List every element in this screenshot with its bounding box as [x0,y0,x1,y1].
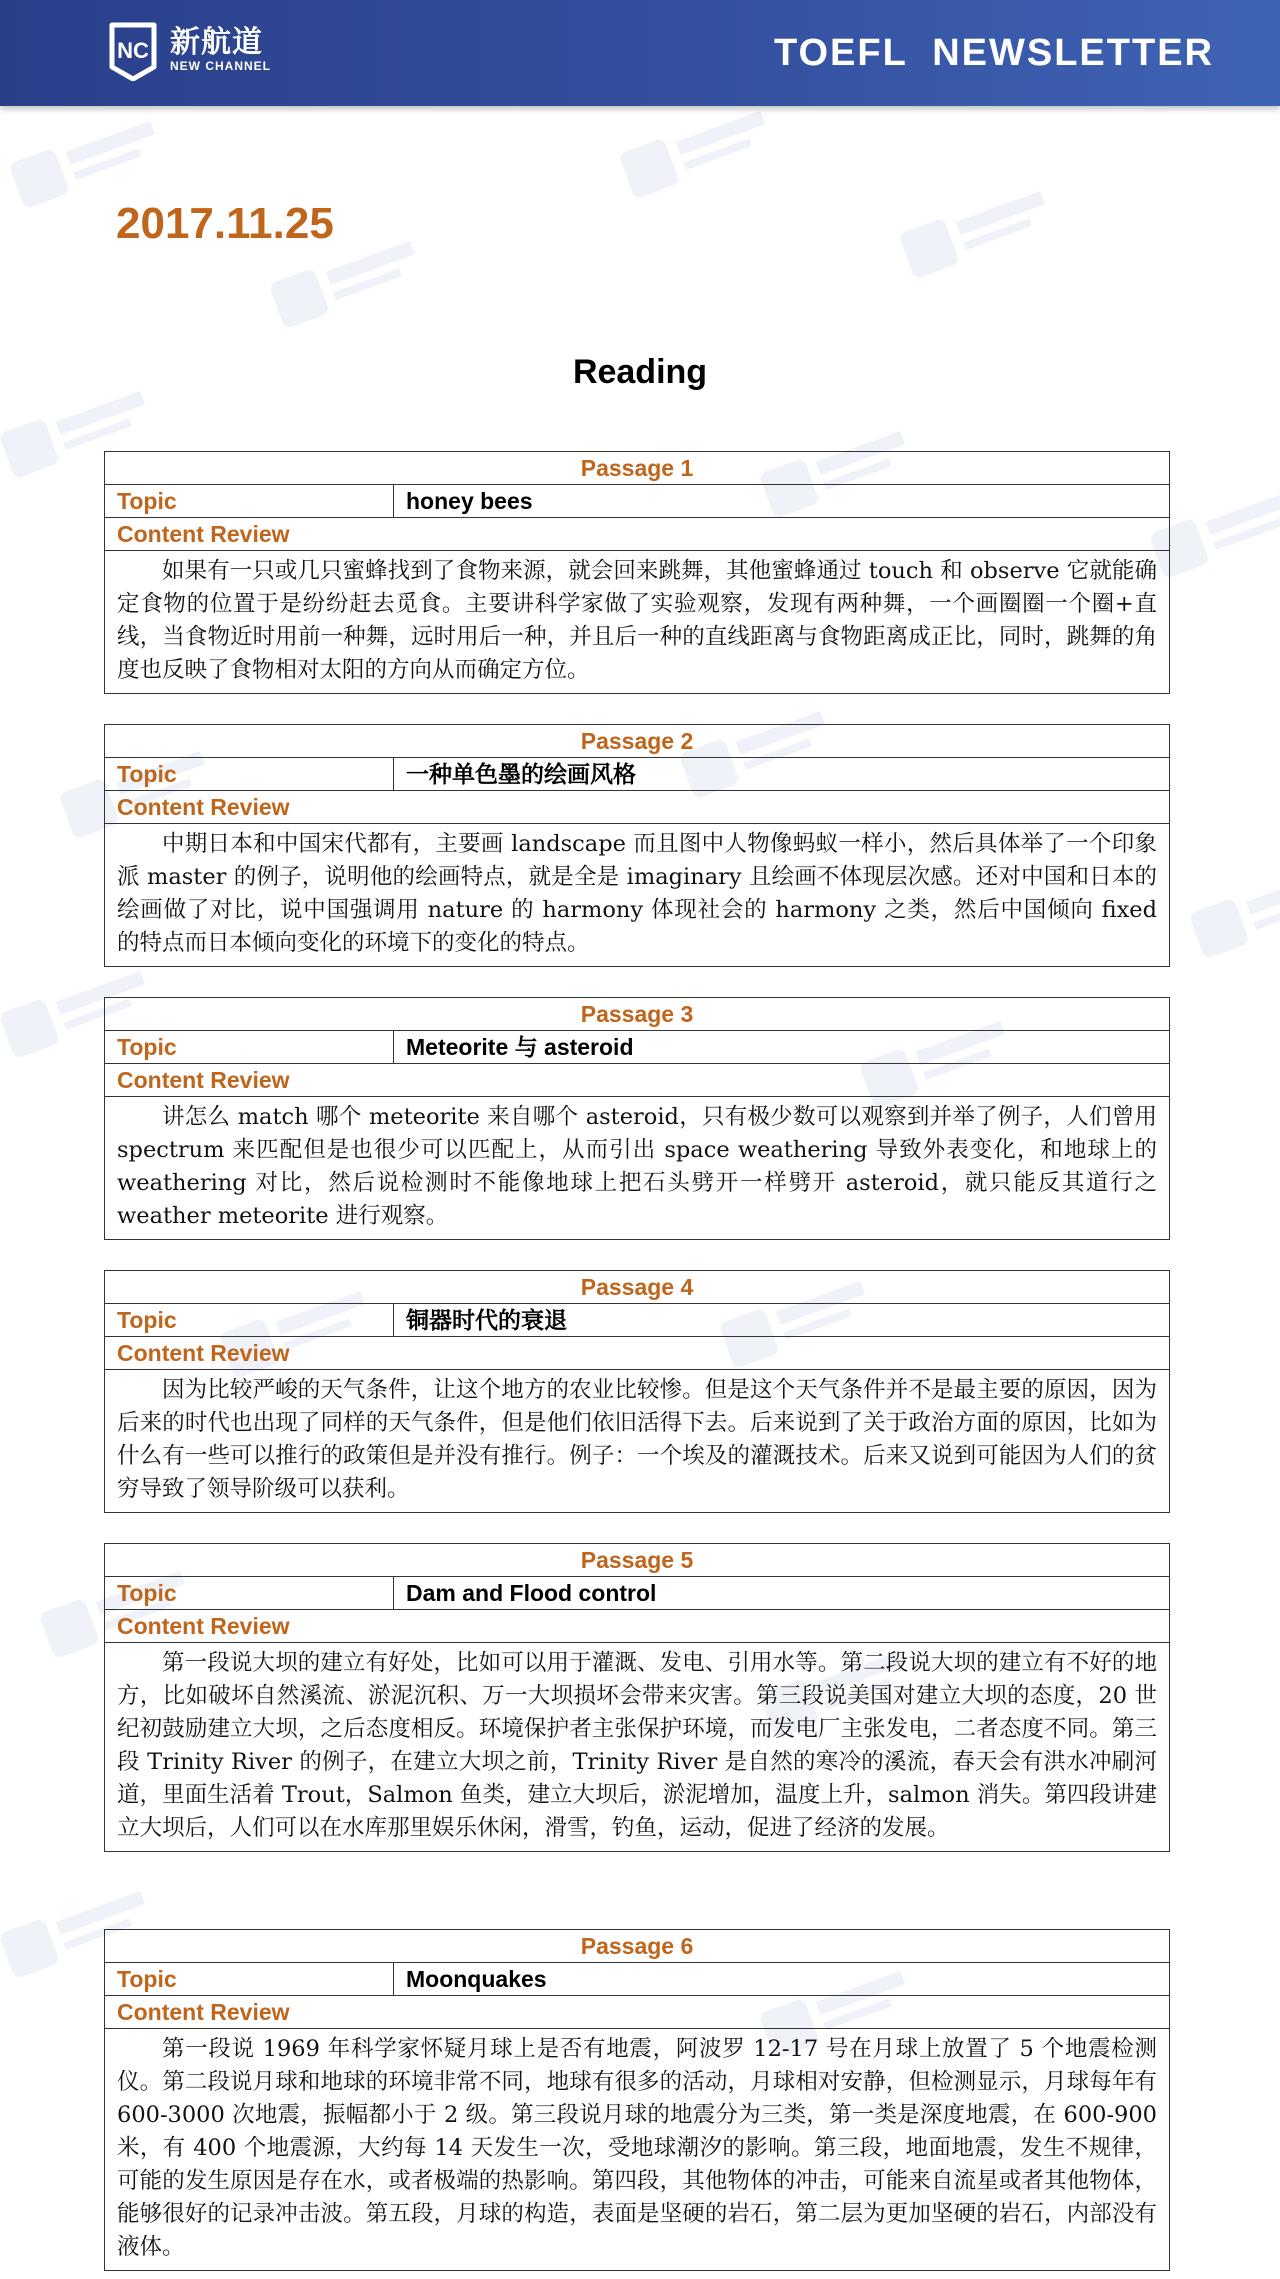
passage-title: Passage 2 [105,725,1169,758]
watermark-logo-icon [615,94,786,205]
brand-logo [104,18,271,82]
passage-card [104,1543,1170,1852]
topic-value: 一种单色墨的绘画风格 [406,761,636,787]
topic-label: Topic [105,1577,394,1609]
topic-label: Topic [105,758,394,790]
content-review-label: Content Review [105,1337,1169,1370]
content-review-text: 第一段说 1969 年科学家怀疑月球上是否有地震，阿波罗 12-17 号在月球上放置了 5 个地震检测仪。第二段说月球和地球的环境非常不同，地球有很多的活动，月球相对安静，但检测显示，月球每年有 600-3000 次地震，振幅都小于 2 级。第三段说月球的地震分为三类，第一类是深度地震，在 600-900 米，有 400 个地震源，大约每 14 天发生一次，受地球潮汐的影响。第三段，地面地震，发生不规律，可能的发生原因是存在水，或者极端的热影响。第四段，其他物体的冲击，可能来自流星或者其他物体，能够很好的记录冲击波。第五段，月球的构造，表面是坚硬的岩石，第二层为更加坚硬的岩石，内部没有液体。 [117,2036,1157,2260]
issue-date: 2017.11.25 [116,199,334,248]
content-review-text: 第一段说大坝的建立有好处，比如可以用于灌溉、发电、引用水等。第二段说大坝的建立有不好的地方，比如破坏自然溪流、淤泥沉积、万一大坝损坏会带来灾害。第三段说美国对建立大坝的态度，20 世纪初鼓励建立大坝，之后态度相反。环境保护者主张保护环境，而发电厂主张发电，二者态度不同。第三段 Trinity River 的例子，在建立大坝之前，Trinity River 是自然的寒冷的溪流，春天会有洪水冲刷河道，里面生活着 Trout，Salmon 鱼类，建立大坝后，淤泥增加，温度上升，salmon 消失。第四段讲建立大坝后，人们可以在水库那里娱乐休闲，滑雪，钓鱼，运动，促进了经济的发展。 [117,1650,1157,1841]
header-banner [0,0,1280,106]
content-review-text: 如果有一只或几只蜜蜂找到了食物来源，就会回来跳舞，其他蜜蜂通过 touch 和 observe 它就能确定食物的位置于是纷纷赶去觅食。主要讲科学家做了实验观察，发现有两种舞，一个画圈圈一个圈+直线，当食物近时用前一种舞，远时用后一种，并且后一种的直线距离与食物距离成正比，同时，跳舞的角度也反映了食物相对太阳的方向从而确定方位。 [117,558,1157,683]
watermark-logo-icon [1185,854,1280,965]
watermark-logo-icon [895,174,1066,285]
topic-label: Topic [105,1963,394,1995]
passage-title: Passage 6 [105,1930,1169,1963]
content-review-label: Content Review [105,1996,1169,2029]
logo-chinese-name: 新航道 [170,25,263,60]
content-review-label: Content Review [105,791,1169,824]
passage-card [104,724,1170,967]
logo-english-name: NEW CHANNEL [170,59,271,73]
content-review-label: Content Review [105,1064,1169,1097]
passage-card [104,451,1170,694]
content-review-text: 中期日本和中国宋代都有，主要画 landscape 而且图中人物像蚂蚁一样小，然后具体举了一个印象派 master 的例子，说明他的绘画特点，就是全是 imaginary 且绘画不体现层次感。还对中国和日本的绘画做了对比，说中国强调用 nature 的 harmony 体现社会的 harmony 之类，然后中国倾向 fixed 的特点而日本倾向变化的环境下的变化的特点。 [117,831,1157,956]
topic-label: Topic [105,1304,394,1336]
passage-title: Passage 3 [105,998,1169,1031]
passage-title: Passage 1 [105,452,1169,485]
logo-mark: NC [117,38,149,63]
topic-value: 铜器时代的衰退 [406,1307,567,1333]
passage-title: Passage 4 [105,1271,1169,1304]
topic-label: Topic [105,485,394,517]
content-review-text: 因为比较严峻的天气条件，让这个地方的农业比较惨。但是这个天气条件并不是最主要的原因，因为后来的时代也出现了同样的天气条件，但是他们依旧活得下去。后来说到了关于政治方面的原因，比如为什么有一些可以推行的政策但是并没有推行。例子：一个埃及的灌溉技术。后来又说到可能因为人们的贫穷导致了领导阶级可以获利。 [117,1377,1157,1502]
section-title: Reading [572,353,708,391]
topic-value: Moonquakes [406,1966,547,1992]
passage-title: Passage 5 [105,1544,1169,1577]
passage-card [104,1270,1170,1513]
topic-label: Topic [105,1031,394,1063]
nc-logo-icon [104,19,162,81]
topic-value: Meteorite 与 asteroid [406,1034,634,1060]
newsletter-title: TOEFL NEWSLETTER [773,32,1214,74]
passage-card [104,997,1170,1240]
content-review-text: 讲怎么 match 哪个 meteorite 来自哪个 asteroid，只有极少数可以观察到并举了例子，人们曾用 spectrum 来匹配但是也很少可以匹配上，从而引出 space weathering 导致外表变化，和地球上的 weathering 对比，然后说检测时不能像地球上把石头劈开一样劈开 asteroid，就只能反其道行之 weather meteorite 进行观察。 [117,1104,1157,1229]
topic-value: honey bees [406,488,533,514]
passage-card [104,1929,1170,2271]
content-review-label: Content Review [105,518,1169,551]
topic-value: Dam and Flood control [406,1580,657,1606]
content-review-label: Content Review [105,1610,1169,1643]
